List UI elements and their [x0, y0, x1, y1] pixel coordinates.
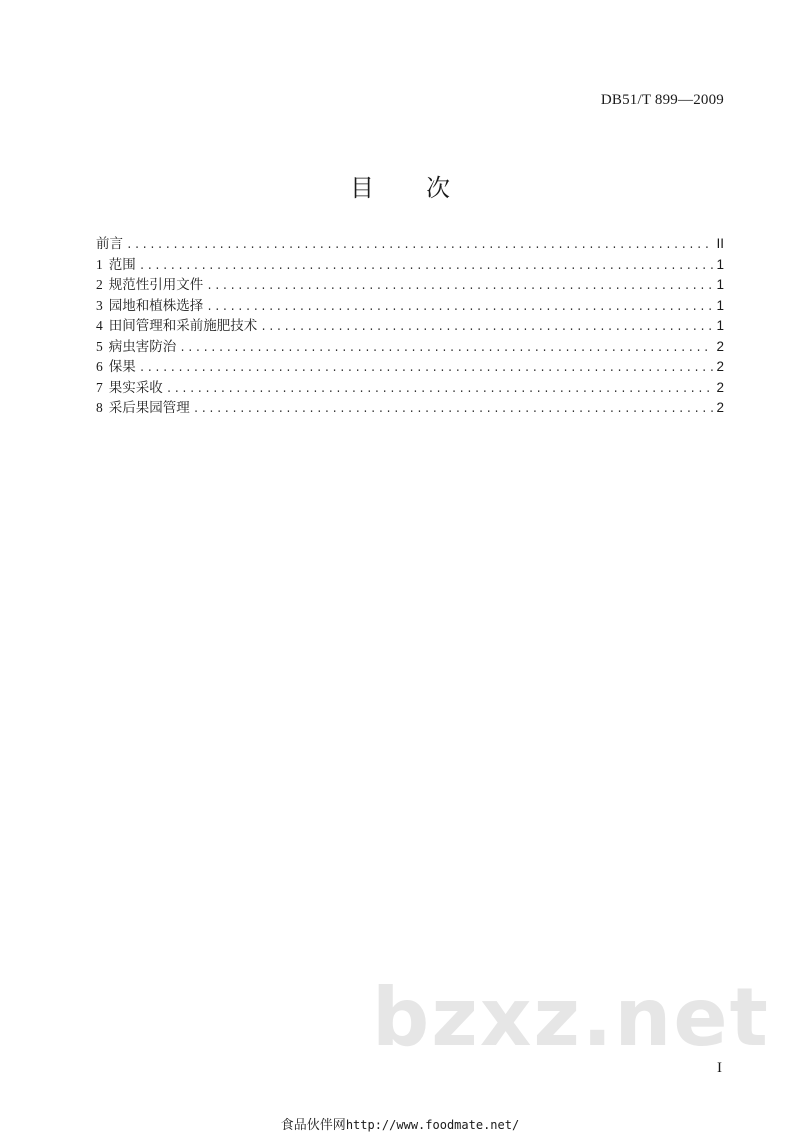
watermark: bzxz.net [372, 971, 770, 1064]
toc-title-char-2: 次 [426, 174, 450, 202]
toc-entry-4[interactable] [96, 316, 724, 337]
toc-entry-page: 2 [716, 359, 724, 374]
toc-leader-dots [139, 359, 714, 380]
footer-url-link[interactable]: http://www.foodmate.net/ [345, 1118, 520, 1132]
toc-entry-number: 7 [96, 379, 103, 395]
toc-leader-dots [139, 257, 714, 278]
toc-entry-label: 保果 [108, 359, 136, 375]
toc-entry-2[interactable] [96, 275, 724, 296]
toc-title [0, 168, 800, 203]
toc-entry-page: 1 [716, 256, 724, 272]
toc-entry-3[interactable] [96, 296, 724, 317]
toc-leader-dots [260, 318, 713, 339]
document-code: DB51/T 899—2009 [600, 92, 724, 108]
toc-entry-foreword[interactable] [96, 234, 724, 255]
table-of-contents [96, 234, 724, 419]
toc-leader-dots [206, 298, 713, 319]
toc-entry-page: II [716, 236, 724, 251]
toc-entry-label: 范围 [108, 256, 136, 273]
toc-leader-dots [193, 400, 714, 421]
toc-entry-number: 4 [96, 318, 103, 333]
toc-entry-label: 果实采收 [108, 379, 163, 396]
toc-leader-dots [126, 236, 713, 257]
toc-entry-number: 8 [96, 400, 103, 415]
toc-entry-5[interactable] [96, 337, 724, 358]
toc-entry-7[interactable] [96, 378, 724, 399]
toc-entry-number: 3 [96, 297, 103, 313]
toc-leader-dots [206, 277, 713, 298]
toc-entry-8[interactable] [96, 398, 724, 419]
toc-entry-page: 1 [716, 318, 724, 333]
toc-entry-number: 5 [96, 338, 103, 354]
footer-site-name: 食品伙伴网 [280, 1118, 346, 1133]
toc-leader-dots [166, 380, 714, 401]
toc-entry-page: 1 [716, 297, 724, 313]
toc-title-char-1: 目 [350, 174, 374, 202]
toc-entry-number: 6 [96, 359, 103, 374]
toc-entry-page: 2 [716, 338, 724, 354]
toc-entry-page: 2 [716, 379, 724, 395]
toc-entry-label: 病虫害防治 [108, 338, 177, 355]
page-number: I [717, 1060, 722, 1076]
toc-entry-number: 1 [96, 256, 103, 272]
toc-entry-page: 1 [716, 277, 724, 292]
toc-entry-1[interactable] [96, 255, 724, 276]
toc-entry-page: 2 [716, 400, 724, 415]
toc-entry-label: 田间管理和采前施肥技术 [108, 318, 258, 334]
toc-entry-label: 园地和植株选择 [108, 297, 204, 314]
footer-source [0, 1114, 800, 1133]
toc-leader-dots [179, 339, 713, 360]
toc-entry-label: 前言 [96, 236, 123, 252]
toc-entry-label: 采后果园管理 [108, 400, 190, 416]
toc-entry-number: 2 [96, 277, 103, 292]
toc-entry-6[interactable] [96, 357, 724, 378]
toc-entry-label: 规范性引用文件 [108, 277, 204, 293]
